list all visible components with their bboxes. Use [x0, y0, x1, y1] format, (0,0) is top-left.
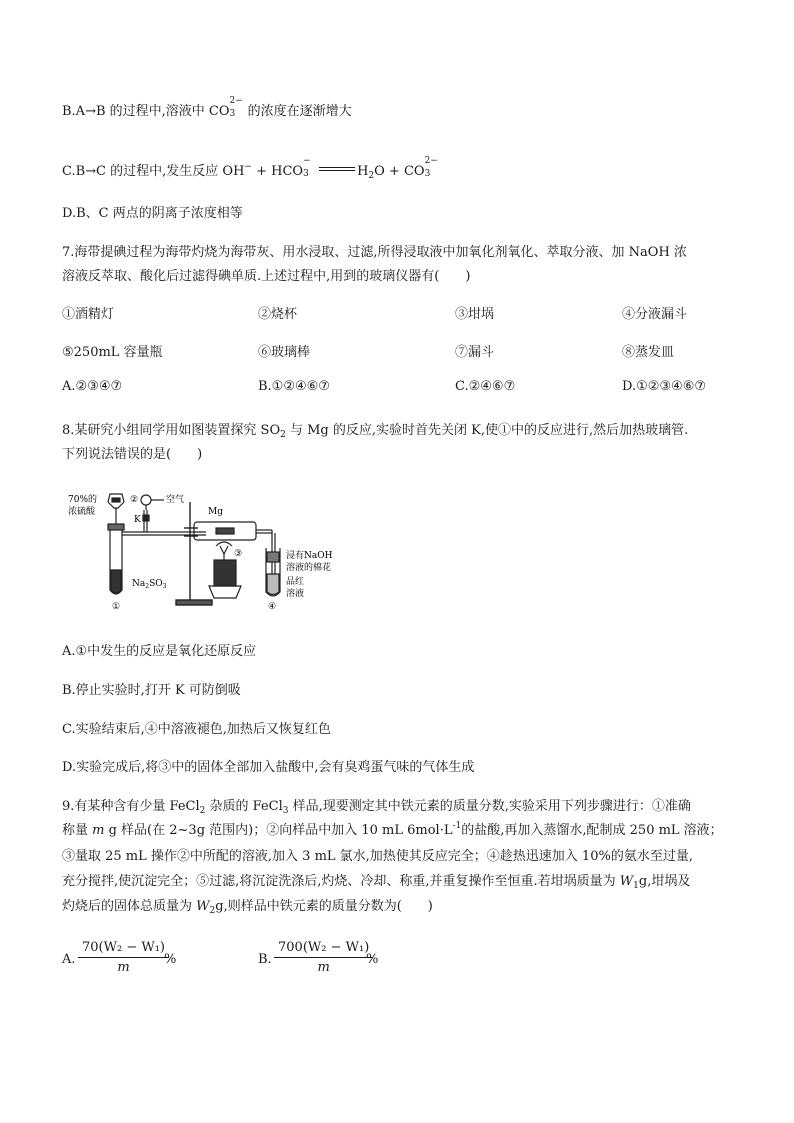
q7-item-2: ②烧杯 — [258, 307, 298, 322]
q7-item-5: ⑤250mL 容量瓶 — [62, 345, 163, 360]
q7-item-4: ④分液漏斗 — [622, 307, 688, 322]
label-acid-line1: 70%的 — [68, 495, 98, 505]
q9-option-b-denominator: m — [317, 960, 330, 975]
q9-stem-line-2: 称量 m g 样品(在 2~3g 范围内)；②向样品中加入 10 mL $6mol\cdot L^{-1}$的盐酸,再加入蒸馏水,配制成 250 mL 溶液； — [62, 821, 723, 838]
label-circle-1: ① — [112, 602, 121, 612]
glass-tube-mg — [194, 522, 256, 540]
q6-option-b: B.A→B 的过程中,溶液中 CO 2− 3 的浓度在逐渐增大 — [62, 96, 352, 119]
q8-option-b: B.停止实验时,打开 K 可防倒吸 — [62, 683, 241, 698]
label-circle-3: ③ — [234, 549, 243, 559]
label-na2so3: $Na_2SO_3$ — [132, 579, 167, 590]
q9-stem-line-4: 充分搅拌,使沉淀完全；⑤过滤,将沉淀洗涤后,灼烧、冷却、称重,并重复操作至恒重.若坩埚质量为 $W_1g$,坩埚及 — [62, 874, 691, 891]
q9-stem-line-5: 灼烧后的固体总质量为 $W_2g$,则样品中铁元素的质量分数为( ) — [62, 899, 433, 916]
q9-option-a-denominator: m — [117, 960, 130, 975]
q7-option-c: C.②④⑥⑦ — [455, 379, 516, 394]
label-circle-2: ② — [130, 495, 139, 505]
q7-item-3: ③坩埚 — [455, 307, 495, 322]
q7-stem-line-2: 溶液反萃取、酸化后过滤得碘单质.上述过程中,用到的玻璃仪器有( ) — [62, 269, 471, 284]
q9-option-b-fraction — [274, 940, 373, 975]
q6-option-c: C.B→C 的过程中,发生反应 OH− + HCO − 3 $H_2O$ + CO 2− 3 — [62, 156, 438, 181]
q9-option-a-unit: % — [164, 952, 177, 967]
label-circle-4: ④ — [268, 602, 277, 612]
q7-stem-line-1: 7.海带提碘过程为海带灼烧为海带灰、用水浸取、过滤,所得浸取液中加氧化剂氧化、萃取分液、加 NaOH 浓 — [62, 245, 687, 260]
test-tube-4 — [266, 548, 280, 596]
q7-option-d: D.①②③④⑥⑦ — [622, 379, 707, 394]
q7-item-1: ①酒精灯 — [62, 307, 115, 322]
q9-option-a-numerator: 70(W₂ − W₁) — [78, 940, 169, 958]
q8-apparatus-diagram — [66, 488, 356, 612]
label-acid-line2: 浓硫酸 — [68, 507, 96, 517]
q7-item-6: ⑥玻璃棒 — [258, 345, 311, 360]
q8-option-d: D.实验完成后,将③中的固体全部加入盐酸中,会有臭鸡蛋气味的气体生成 — [62, 760, 475, 775]
q8-option-a: A.①中发生的反应是氧化还原反应 — [62, 644, 257, 659]
q8-stem-line-2: 下列说法错误的是( ) — [62, 447, 203, 462]
q9-option-b-unit: % — [366, 952, 379, 967]
q7-option-a: A.②③④⑦ — [62, 379, 123, 394]
q8-option-c: C.实验结束后,④中溶液褪色,加热后又恢复红色 — [62, 722, 331, 737]
q9-option-a-label: A. — [62, 952, 76, 967]
q9-option-b-label: B. — [258, 952, 272, 967]
q7-item-8: ⑧蒸发皿 — [622, 345, 675, 360]
q7-option-b: B.①②④⑥⑦ — [258, 379, 330, 394]
separatory-funnel — [108, 494, 124, 528]
q9-stem-line-3: ③量取 25 mL 操作②中所配的溶液,加入 3 mL 氯水,加热使其反应完全；④趁热迅速加入 10%的氨水至过量, — [62, 849, 693, 864]
label-pinhong-1: 品红 — [286, 577, 305, 587]
label-air: 空气 — [166, 495, 185, 505]
label-naoh-1: 浸有NaOH — [286, 551, 333, 561]
q9-option-b-numerator: 700(W₂ − W₁) — [274, 940, 373, 958]
q8-stem-line-1: 8.某研究小组同学用如图装置探究 $SO_2$ 与 Mg 的反应,实验时首先关闭 K,使①中的反应进行,然后加热玻璃管. — [62, 423, 689, 440]
q6-option-d: D.B、C 两点的阴离子浓度相等 — [62, 206, 243, 221]
label-mg: Mg — [208, 507, 223, 517]
q9-stem-line-1: 9.有某种含有少量 FeCl$_2$ 杂质的 FeCl$_3$ 样品,现要测定其中铁元素的质量分数,实验采用下列步骤进行：①准确 — [62, 799, 691, 816]
label-pinhong-2: 溶液 — [286, 589, 305, 599]
valve-k — [141, 495, 164, 521]
q9-option-a-fraction — [78, 940, 169, 975]
q7-item-7: ⑦漏斗 — [455, 345, 495, 360]
test-tube-1 — [108, 524, 124, 594]
label-naoh-2: 溶液的棉花 — [286, 563, 332, 573]
label-k: K — [134, 515, 141, 525]
iron-stand — [176, 502, 212, 605]
